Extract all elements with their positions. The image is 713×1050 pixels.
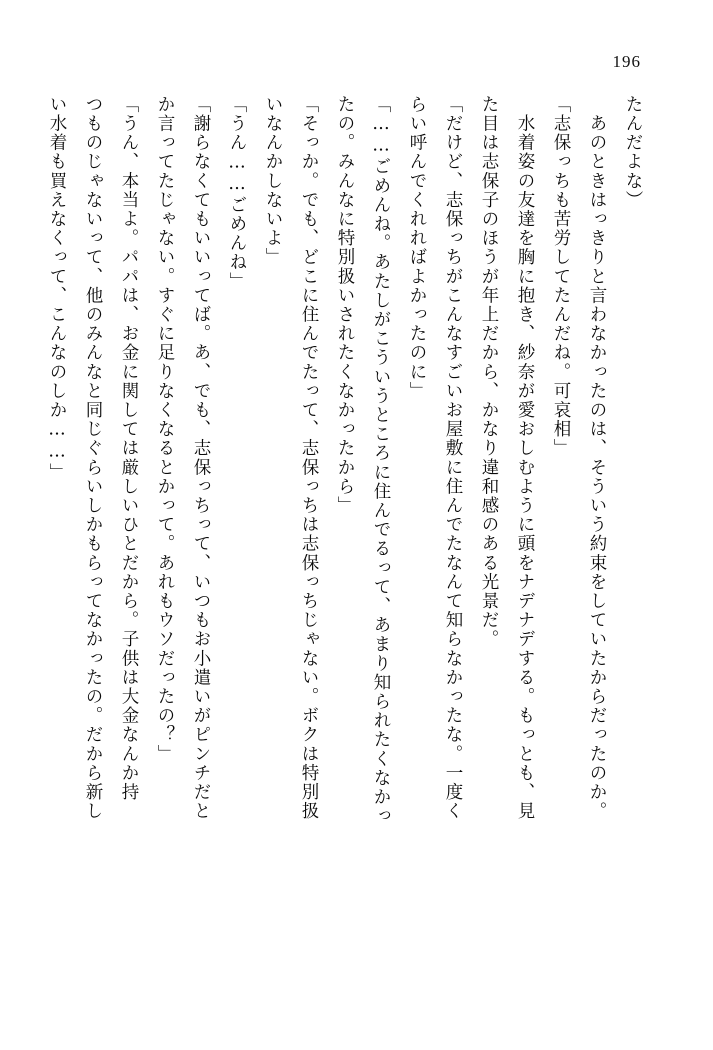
text-line: いなんかしないよ」 [263, 95, 283, 267]
text-line: 「……ごめんね。あたしがこういうところに住んでるって、あまり知られたくなかっ [371, 95, 391, 826]
text-line: らい呼んでくれればよかったのに」 [407, 95, 427, 401]
text-line: 「謝らなくてもいいってば。あ、でも、志保っちって、いつもお小遣いがピンチだと [191, 95, 211, 821]
text-line: 「うん……ごめんね」 [227, 95, 247, 291]
text-line: 「志保っちも苦労してたんだね。可哀相」 [551, 95, 571, 458]
text-line: たの。みんなに特別扱いされたくなかったから」 [335, 95, 355, 516]
text-line: 「だけど、志保っちがこんなすごいお屋敷に住んでたなんて知らなかったな。一度く [443, 95, 463, 821]
text-line: たんだよな） [623, 95, 643, 210]
text-line: た目は志保子のほうが年上だから、かなり違和感のある光景だ。 [479, 95, 499, 649]
text-line: 水着姿の友達を胸に抱き、紗奈が愛おしむように頭をナデナデする。もっとも、見 [515, 95, 535, 821]
text-line: か言ってたじゃない。すぐに足りなくなるとかって。あれもウソだったの？」 [155, 95, 175, 764]
text-line: つものじゃないって、他のみんなと同じぐらいしかもらってなかったの。だから新し [83, 95, 103, 821]
text-line: あのときはっきりと言わなかったのは、そういう約束をしていたからだったのか。 [587, 95, 607, 821]
text-line: 「うん、本当よ。パパは、お金に関しては厳しいひとだから。子供は大金なんか持 [119, 95, 139, 802]
vertical-body-text [47, 95, 651, 925]
text-line: 「そっか。でも、どこに住んでたって、志保っちは志保っちじゃない。ボクは特別扱 [299, 95, 319, 821]
text-line: い水着も買えなくって、こんなのしか……」 [47, 95, 67, 482]
page-number: 196 [612, 52, 641, 71]
